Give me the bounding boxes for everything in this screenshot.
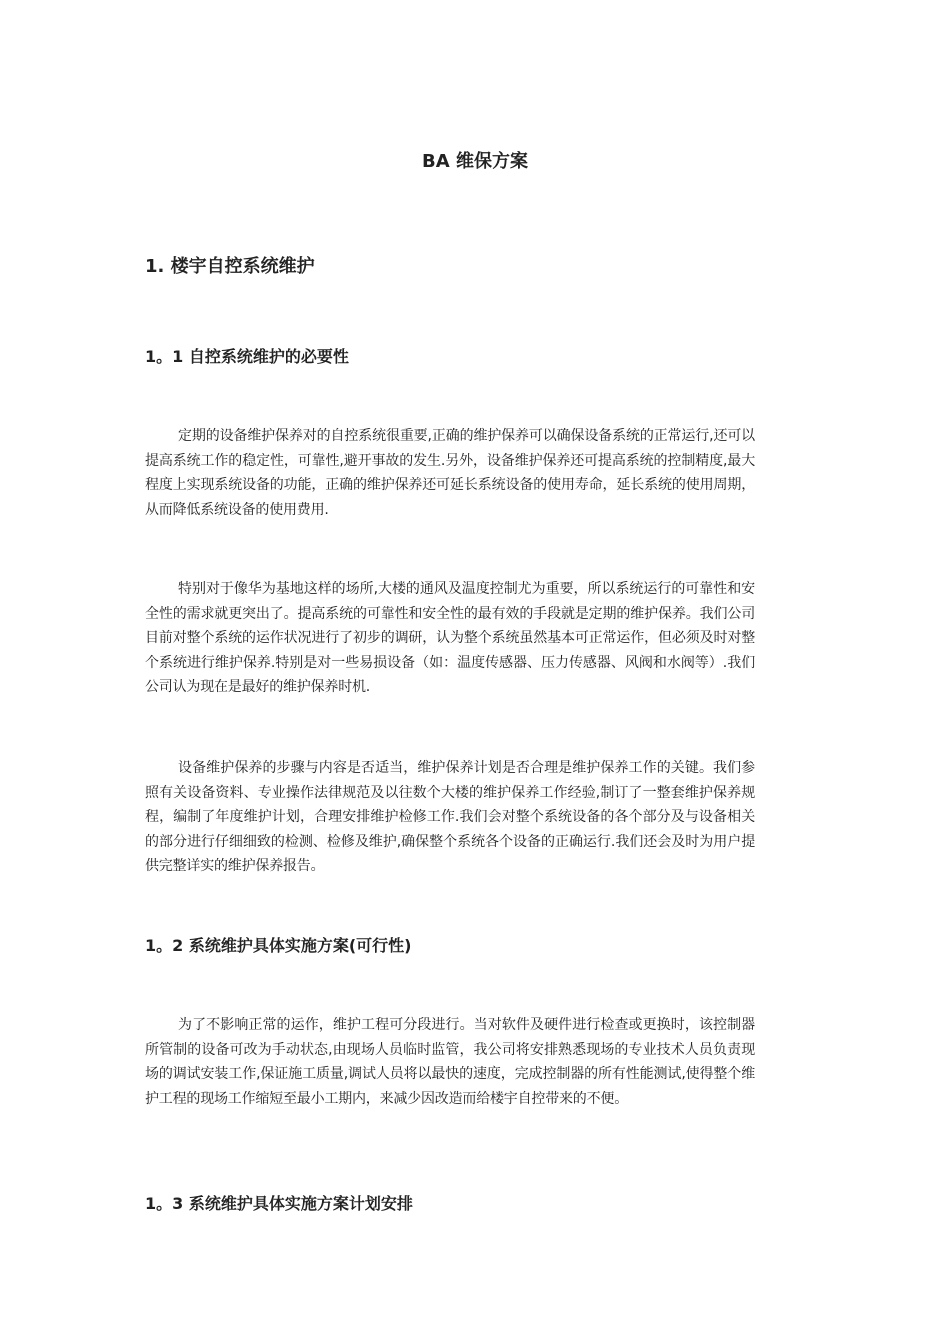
section-1-2-heading: 1。2 系统维护具体实施方案(可行性) — [145, 936, 412, 955]
section-1-1-paragraph-3: 设备维护保养的步骤与内容是否适当，维护保养计划是否合理是维护保养工作的关键。我们参照有关设备资料、专业操作法律规范及以往数个大楼的维护保养工作经验,制订了一整套维护保养规程，编制了年度维护计划，合理安排维护检修工作.我们会对整个系统设备的各个部分及与设备相关的部分进行仔细细致的检测、检修及维护,确保整个系统各个设备的正确运行.我们还会及时为用户提供完整详实的维护保养报告。 — [145, 760, 755, 874]
section-1-2-paragraph-1: 为了不影响正常的运作，维护工程可分段进行。当对软件及硬件进行检查或更换时，该控制器所管制的设备可改为手动状态,由现场人员临时监管，我公司将安排熟悉现场的专业技术人员负责现场的调试安装工作,保证施工质量,调试人员将以最快的速度，完成控制器的所有性能测试,使得整个维护工程的现场工作缩短至最小工期内，来减少因改造而给楼宇自控带来的不便。 — [145, 1017, 755, 1107]
section-1-heading: 1. 楼宇自控系统维护 — [145, 256, 315, 277]
section-1-1-paragraph-1: 定期的设备维护保养对的自控系统很重要,正确的维护保养可以确保设备系统的正常运行,还可以提高系统工作的稳定性，可靠性,避开事故的发生.另外，设备维护保养还可提高系统的控制精度,最大程度上实现系统设备的功能，正确的维护保养还可延长系统设备的使用寿命，延长系统的使用周期，从而降低系统设备的使用费用. — [145, 428, 755, 518]
document-title: BA 维保方案 — [422, 151, 528, 172]
section-1-1-paragraph-2: 特别对于像华为基地这样的场所,大楼的通风及温度控制尤为重要，所以系统运行的可靠性和安全性的需求就更突出了。提高系统的可靠性和安全性的最有效的手段就是定期的维护保养。我们公司目前对整个系统的运作状况进行了初步的调研，认为整个系统虽然基本可正常运作，但必须及时对整个系统进行维护保养.特别是对一些易损设备（如：温度传感器、压力传感器、风阀和水阀等）.我们公司认为现在是最好的维护保养时机. — [145, 581, 755, 695]
section-1-3-heading: 1。3 系统维护具体实施方案计划安排 — [145, 1194, 413, 1213]
section-1-1-heading: 1。1 自控系统维护的必要性 — [145, 347, 349, 366]
